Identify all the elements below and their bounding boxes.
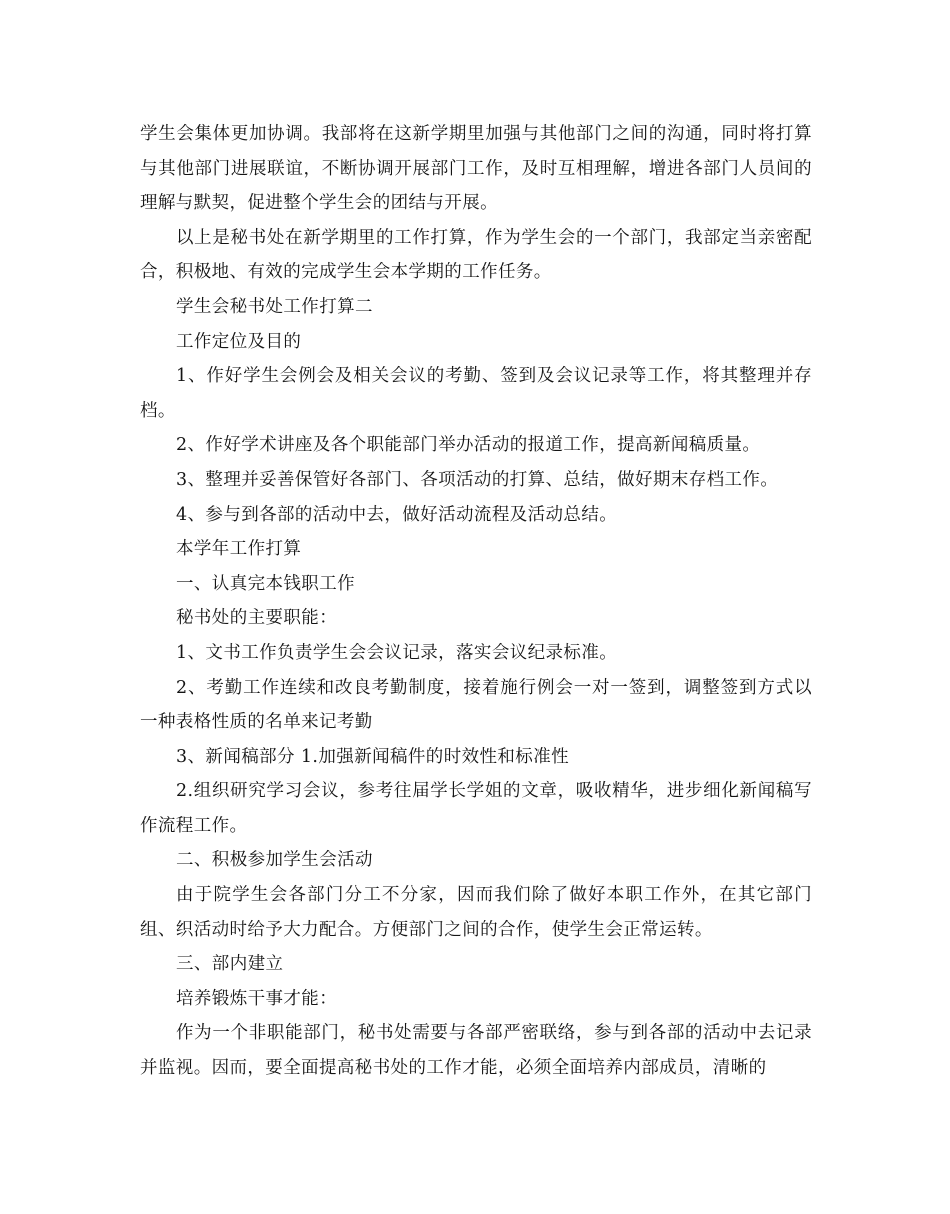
list-item: 2、作好学术讲座及各个职能部门举办活动的报道工作，提高新闻稿质量。	[176, 435, 761, 456]
section-heading: 工作定位及目的	[176, 331, 302, 352]
section-heading: 二、积极参加学生会活动	[176, 850, 373, 871]
paragraph: 由于院学生会各部门分工不分家，因而我们除了做好本职工作外，在其它部门组、织活动时给予大力配合。方便部门之间的合作，使学生会正常运转。	[140, 885, 812, 940]
section-heading: 本学年工作打算	[176, 539, 302, 560]
paragraph: 以上是秘书处在新学期里的工作打算，作为学生会的一个部门，我部定当亲密配合，积极地、有效的完成学生会本学期的工作任务。	[140, 227, 812, 283]
paragraph: 学生会集体更加协调。我部将在这新学期里加强与其他部门之间的沟通，同时将打算与其他部门进展联谊，不断协调开展部门工作，及时互相理解，增进各部门人员间的理解与默契，促进整个学生会的团结与开展。	[140, 124, 812, 214]
paragraph: 秘书处的主要职能：	[176, 608, 338, 629]
paragraph: 培养锻炼干事才能：	[176, 988, 338, 1009]
list-item: 1、文书工作负责学生会会议记录，落实会议纪录标准。	[176, 642, 618, 663]
list-item: 3、新闻稿部分 1.加强新闻稿件的时效性和标准性	[176, 746, 569, 767]
list-item: 1、作好学生会例会及相关会议的考勤、签到及会议记录等工作，将其整理并存档。	[140, 366, 812, 421]
section-heading: 一、认真完本钱职工作	[176, 573, 355, 594]
list-item: 4、参与到各部的活动中去，做好活动流程及活动总结。	[176, 504, 618, 525]
paragraph: 作为一个非职能部门，秘书处需要与各部严密联络，参与到各部的活动中去记录并监视。因而，要全面提高秘书处的工作才能，必须全面培养内部成员，清晰的	[140, 1023, 812, 1079]
list-item: 2、考勤工作连续和改良考勤制度，接着施行例会一对一签到，调整签到方式以一种表格性质的名单来记考勤	[140, 677, 812, 733]
list-item: 2.组织研究学习会议，参考往届学长学姐的文章，吸收精华，进步细化新闻稿写作流程工作。	[140, 781, 812, 836]
list-item: 3、整理并妥善保管好各部门、各项活动的打算、总结，做好期末存档工作。	[176, 469, 779, 490]
document-body	[140, 117, 812, 1086]
section-heading: 学生会秘书处工作打算二	[176, 296, 373, 317]
section-heading: 三、部内建立	[176, 954, 284, 975]
